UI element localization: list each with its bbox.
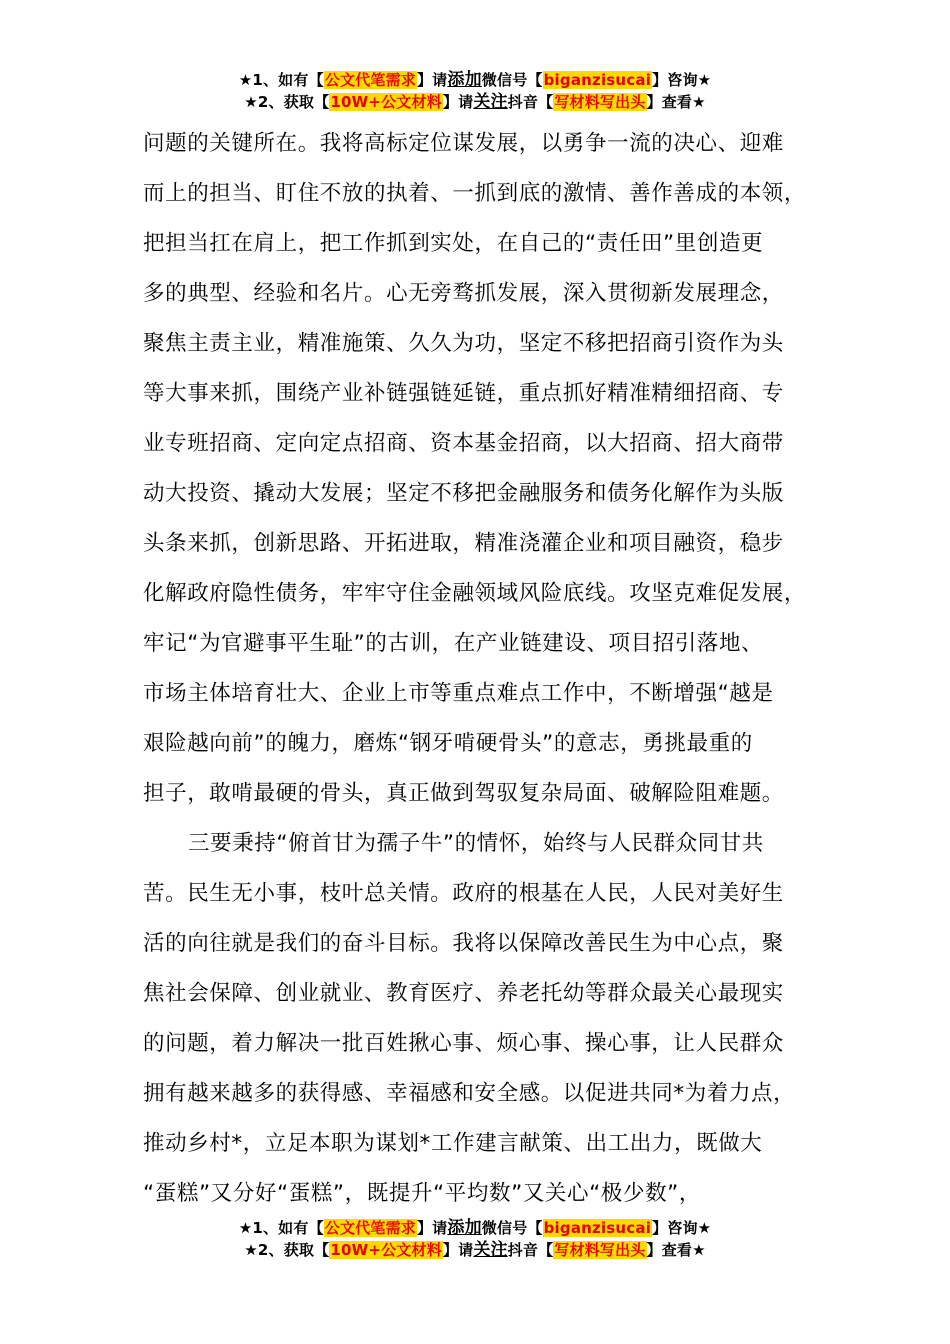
body-line: 等大事来抓，围绕产业补链强链延链，重点抓好精准精细招商、专 <box>143 381 784 406</box>
promo-line-2: ★2、获取【10W+公文材料】请关注抖音【写材料写出头】查看★ <box>244 92 706 112</box>
body-line: 动大投资、撬动大发展；坚定不移把金融服务和债务化解作为头版 <box>143 481 784 506</box>
bottom-promo-banner <box>0 1217 950 1261</box>
body-line: 艰险越向前”的魄力，磨炼“钢牙啃硬骨头”的意志，勇挑最重的 <box>143 731 753 756</box>
highlight-douyin: 写材料写出头 <box>554 93 646 111</box>
body-line: 问题的关键所在。我将高标定位谋发展，以勇争一流的决心、迎难 <box>143 131 784 156</box>
top-promo-banner <box>0 69 950 113</box>
body-line: 担子，敢啃最硬的骨头，真正做到驾驭复杂局面、破解险阻难题。 <box>143 781 784 806</box>
body-line: 市场主体培育壮大、企业上市等重点难点工作中，不断增强“越是 <box>143 681 774 706</box>
promo-line-1: ★1、如有【公文代笔需求】请添加微信号【biganzisucai】咨询★ <box>238 70 712 90</box>
promo-line-1: ★1、如有【公文代笔需求】请添加微信号【biganzisucai】咨询★ <box>238 1218 712 1238</box>
body-line: 头条来抓，创新思路、开拓进取，精准浇灌企业和项目融资，稳步 <box>143 531 784 556</box>
body-line: 拥有越来越多的获得感、幸福感和安全感。以促进共同*为着力点， <box>143 1081 796 1106</box>
document-body <box>143 119 833 1219</box>
body-line: 聚焦主责主业，精准施策、久久为功，坚定不移把招商引资作为头 <box>143 331 784 356</box>
body-line: 业专班招商、定向定点招商、资本基金招商，以大招商、招大商带 <box>143 431 784 456</box>
highlight-materials: 10W+公文材料 <box>330 93 442 111</box>
highlight-service: 公文代笔需求 <box>324 1219 416 1237</box>
highlight-wechat-id: biganzisucai <box>543 1219 652 1237</box>
body-line: 化解政府隐性债务，牢牢守住金融领域风险底线。攻坚克难促发展， <box>143 581 807 606</box>
highlight-service: 公文代笔需求 <box>324 71 416 89</box>
highlight-douyin: 写材料写出头 <box>554 1241 646 1259</box>
highlight-materials: 10W+公文材料 <box>330 1241 442 1259</box>
body-line: 而上的担当、盯住不放的执着、一抓到底的激情、善作善成的本领， <box>143 181 807 206</box>
promo-line-2: ★2、获取【10W+公文材料】请关注抖音【写材料写出头】查看★ <box>244 1240 706 1260</box>
body-line: 苦。民生无小事，枝叶总关情。政府的根基在人民，人民对美好生 <box>143 881 784 906</box>
body-line: 推动乡村*，立足本职为谋划*工作建言献策、出工出力，既做大 <box>143 1131 763 1156</box>
body-line: 的问题，着力解决一批百姓揪心事、烦心事、操心事，让人民群众 <box>143 1031 784 1056</box>
body-line: 活的向往就是我们的奋斗目标。我将以保障改善民生为中心点，聚 <box>143 931 784 956</box>
body-line: 焦社会保障、创业就业、教育医疗、养老托幼等群众最关心最现实 <box>143 981 784 1006</box>
body-line: “蛋糕”又分好“蛋糕”，既提升“平均数”又关心“极少数”， <box>143 1181 702 1206</box>
paragraph-start-line: 三要秉持“俯首甘为孺子牛”的情怀，始终与人民群众同甘共 <box>188 831 764 856</box>
body-line: 牢记“为官避事平生耻”的古训，在产业链建设、项目招引落地、 <box>143 631 764 656</box>
highlight-wechat-id: biganzisucai <box>543 71 652 89</box>
body-line: 把担当扛在肩上，把工作抓到实处，在自己的“责任田”里创造更 <box>143 231 764 256</box>
body-line: 多的典型、经验和名片。心无旁骛抓发展，深入贯彻新发展理念， <box>143 281 784 306</box>
